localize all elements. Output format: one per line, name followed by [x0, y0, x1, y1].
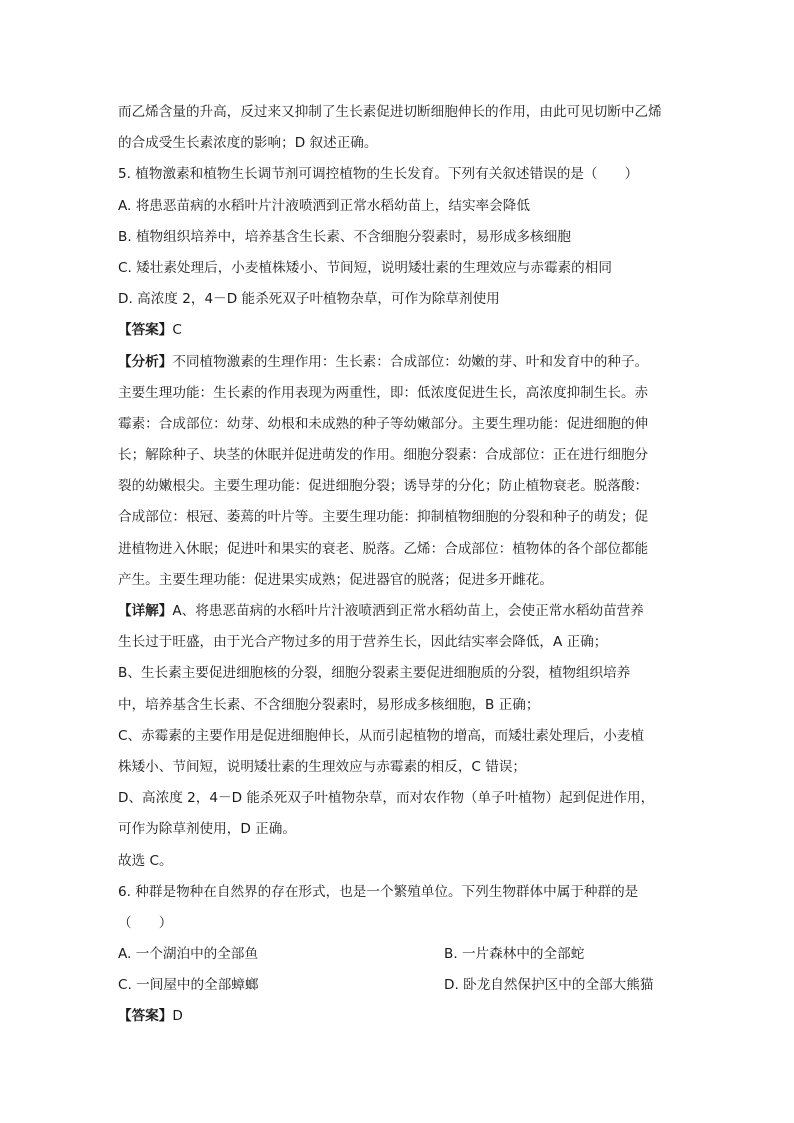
q5-option-d: D. 高浓度 2，4－D 能杀死双子叶植物杂草，可作为除草剂使用	[118, 291, 500, 308]
q5-stem: 5. 植物激素和植物生长调节剂可调控植物的生长发育。下列有关叙述错误的是（ ）	[118, 166, 639, 183]
q5-analysis-line-4: 长；解除种子、块茎的休眠并促进萌发的作用。细胞分裂素：合成部位：正在进行细胞分	[118, 447, 649, 464]
q5-detail-line-1	[118, 596, 678, 627]
q6-option-a: A. 一个湖泊中的全部鱼	[118, 946, 259, 963]
q6-option-b: B. 一片森林中的全部蛇	[444, 946, 585, 963]
analysis-text: 不同植物激素的生理作用：生长素：合成部位：幼嫩的芽、叶和发育中的种子。	[172, 353, 649, 370]
q5-analysis-line-2: 主要生理功能：生长素的作用表现为两重性，即：低浓度促进生长，高浓度抑制生长。赤	[118, 384, 649, 401]
document-page	[118, 97, 678, 1033]
q6-answer	[118, 1001, 678, 1032]
q5-option-b: B. 植物组织培养中，培养基含生长素、不含细胞分裂素时，易形成多核细胞	[118, 228, 571, 245]
answer-value: D	[172, 1008, 183, 1025]
q5-option-a: A. 将患恶苗病的水稻叶片汁液喷洒到正常水稻幼苗上，结实率会降低	[118, 197, 530, 214]
q5-analysis-line-1	[118, 347, 678, 378]
q5-analysis-line-6: 合成部位：根冠、萎蔫的叶片等。主要生理功能：抑制植物细胞的分裂和种子的萌发；促	[118, 509, 649, 526]
q5-option-c: C. 矮壮素处理后，小麦植株矮小、节间短，说明矮壮素的生理效应与赤霉素的相同	[118, 259, 612, 276]
q5-detail-line-4: 中，培养基含生长素、不含细胞分裂素时，易形成多核细胞，B 正确；	[118, 696, 540, 713]
answer-tag: 【答案】	[118, 1008, 173, 1025]
intro-line-1: 而乙烯含量的升高，反过来又抑制了生长素促进切断细胞伸长的作用，由此可见切断中乙烯	[118, 104, 662, 120]
detail-tag: 【详解】	[118, 603, 173, 619]
q5-detail-line-7: D、高浓度 2，4－D 能杀死双子叶植物杂草，而对农作物（单子叶植物）起到促进作用，	[118, 790, 655, 807]
detail-text: A、将患恶苗病的水稻叶片汁液喷洒到正常水稻幼苗上，会使正常水稻幼苗营养	[172, 603, 644, 619]
q6-option-c: C. 一间屋中的全部蟑螂	[118, 977, 259, 994]
analysis-tag: 【分析】	[118, 353, 173, 370]
q5-detail-line-6: 株矮小、节间短，说明矮壮素的生理效应与赤霉素的相反，C 错误；	[118, 758, 527, 775]
intro-line-2: 的合成受生长素浓度的影响；D 叙述正确。	[118, 135, 378, 152]
q5-analysis-line-7: 进植物进入休眠；促进叶和果实的衰老、脱落。乙烯：合成部位：植物体的各个部位都能	[118, 540, 649, 557]
answer-tag: 【答案】	[118, 322, 173, 339]
q5-detail-line-5: C、赤霉素的主要作用是促进细胞伸长，从而引起植物的增高，而矮壮素处理后，小麦植	[118, 727, 645, 744]
q5-analysis-line-5: 裂的幼嫩根尖。主要生理功能：促进细胞分裂；诱导芽的分化；防止植物衰老。脱落酸：	[118, 478, 649, 495]
q6-stem-line-2: （ ）	[118, 914, 173, 931]
answer-value: C	[172, 322, 182, 339]
q6-stem-line-1: 6. 种群是物种在自然界的存在形式，也是一个繁殖单位。下列生物群体中属于种群的是	[118, 883, 639, 900]
q5-analysis-line-8: 产生。主要生理功能：促进果实成熟；促进器官的脱落；促进多开雌花。	[118, 571, 553, 588]
q6-options-row-1	[118, 939, 678, 970]
q6-options-row-2	[118, 970, 678, 1001]
q5-analysis-line-3: 霉素：合成部位：幼芽、幼根和未成熟的种子等幼嫩部分。主要生理功能：促进细胞的伸	[118, 415, 649, 432]
q5-detail-line-8: 可作为除草剂使用，D 正确。	[118, 821, 296, 838]
q5-conclusion: 故选 C。	[118, 852, 173, 869]
q5-answer	[118, 315, 678, 346]
q6-option-d: D. 卧龙自然保护区中的全部大熊猫	[444, 977, 654, 994]
q5-detail-line-3: B、生长素主要促进细胞核的分裂，细胞分裂素主要促进细胞质的分裂，植物组织培养	[118, 665, 631, 682]
q5-detail-line-2: 生长过于旺盛，由于光合产物过多的用于营养生长，因此结实率会降低，A 正确；	[118, 634, 608, 651]
